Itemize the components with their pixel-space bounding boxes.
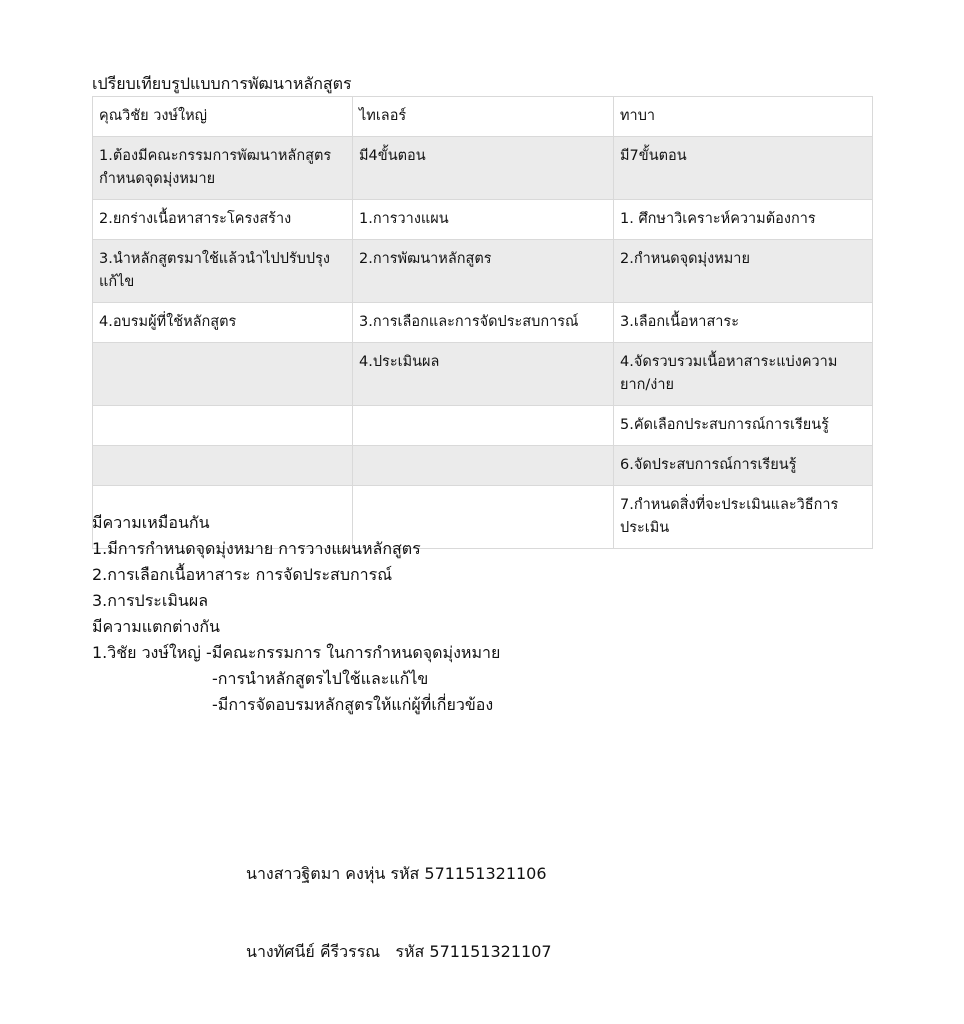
- table-cell: 2.ยกร่างเนื้อหาสาระโครงสร้าง: [93, 200, 353, 240]
- table-cell: 1. ศึกษาวิเคราะห์ความต้องการ: [614, 200, 873, 240]
- header-cell-wichai: คุณวิชัย วงษ์ใหญ่: [93, 97, 353, 137]
- table-cell: 6.จัดประสบการณ์การเรียนรู้: [614, 446, 873, 486]
- table-cell: [353, 446, 614, 486]
- table-row: [93, 200, 873, 240]
- table-cell: 1.ต้องมีคณะกรรมการพัฒนาหลักสูตร กำหนดจุดมุ่งหมาย: [93, 137, 353, 200]
- table-cell: 4.อบรมผู้ที่ใช้หลักสูตร: [93, 303, 353, 343]
- similarity-item: 1.มีการกำหนดจุดมุ่งหมาย การวางแผนหลักสูตร: [92, 539, 421, 558]
- similarity-item: 2.การเลือกเนื้อหาสาระ การจัดประสบการณ์: [92, 565, 393, 584]
- table-row: [93, 446, 873, 486]
- table-cell: 4.ประเมินผล: [353, 343, 614, 406]
- table-row: [93, 137, 873, 200]
- header-cell-taba: ทาบา: [614, 97, 873, 137]
- similarities-heading: มีความเหมือนกัน: [92, 513, 210, 532]
- header-cell-tyler: ไทเลอร์: [353, 97, 614, 137]
- difference-sub-item: -การนำหลักสูตรไปใช้และแก้ไข: [212, 669, 429, 688]
- difference-sub-item: -มีการจัดอบรมหลักสูตรให้แก่ผู้ที่เกี่ยวข้อง: [212, 695, 494, 714]
- table-cell: 3.นำหลักสูตรมาใช้แล้วนำไปปรับปรุงแก้ไข: [93, 240, 353, 303]
- table-row: [93, 240, 873, 303]
- differences-heading: มีความแตกต่างกัน: [92, 617, 220, 636]
- difference-item: 1.วิชัย วงษ์ใหญ่ -มีคณะกรรมการ ในการกำหนดจุดมุ่งหมาย: [92, 643, 501, 662]
- table-row: [93, 343, 873, 406]
- table-cell: 3.การเลือกและการจัดประสบการณ์: [353, 303, 614, 343]
- author-line: นางทัศนีย์ คีรีวรรณ รหัส 571151321107: [246, 942, 552, 961]
- comparison-notes: [92, 510, 500, 718]
- table-cell: [93, 343, 353, 406]
- author-line: นางสาวฐิตมา คงหุ่น รหัส 571151321106: [246, 864, 547, 883]
- document-title: เปรียบเทียบรูปแบบการพัฒนาหลักสูตร: [92, 74, 352, 93]
- table-row: [93, 406, 873, 446]
- table-cell: 4.จัดรวบรวมเนื้อหาสาระแบ่งความยาก/ง่าย: [614, 343, 873, 406]
- author-signatures: [246, 809, 552, 991]
- table-cell: [353, 406, 614, 446]
- table-cell: 2.กำหนดจุดมุ่งหมาย: [614, 240, 873, 303]
- table-cell: 5.คัดเลือกประสบการณ์การเรียนรู้: [614, 406, 873, 446]
- table-row: [93, 303, 873, 343]
- table-cell: มี7ขั้นตอน: [614, 137, 873, 200]
- table-cell: 3.เลือกเนื้อหาสาระ: [614, 303, 873, 343]
- table-cell: [93, 406, 353, 446]
- table-cell: [93, 446, 353, 486]
- table-cell: 7.กำหนดสิ่งที่จะประเมินและวิธีการประเมิน: [614, 486, 873, 549]
- similarity-item: 3.การประเมินผล: [92, 591, 209, 610]
- table-cell: มี4ขั้นตอน: [353, 137, 614, 200]
- table-cell: 2.การพัฒนาหลักสูตร: [353, 240, 614, 303]
- table-header-row: [93, 97, 873, 137]
- table-cell: 1.การวางแผน: [353, 200, 614, 240]
- comparison-table: [92, 96, 873, 549]
